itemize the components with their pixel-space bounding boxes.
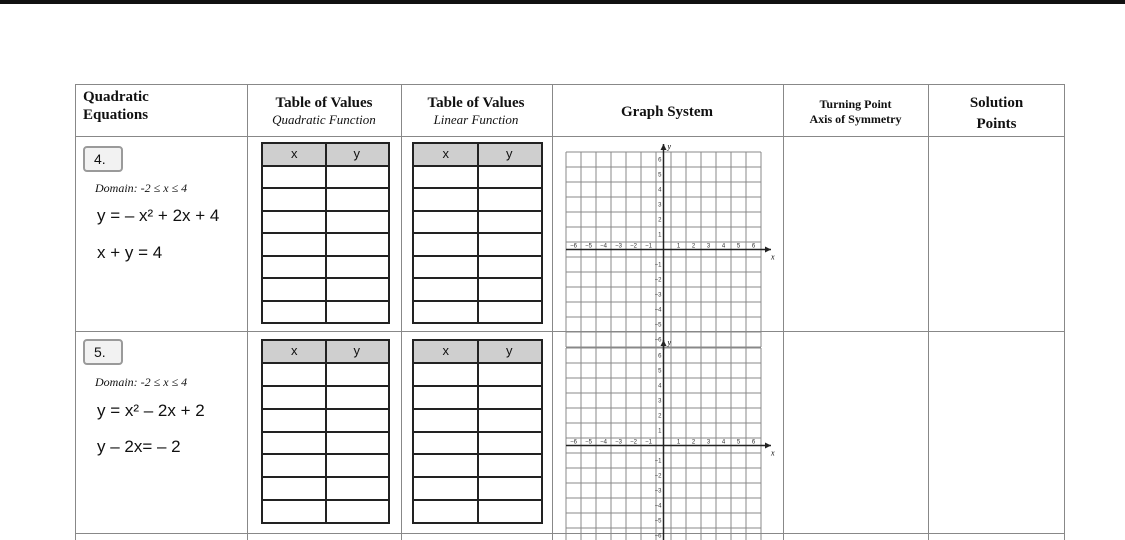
x-tick-label: −3 bbox=[615, 439, 622, 446]
quadratic-equation: y = x² – 2x + 2 bbox=[97, 401, 205, 420]
y-tick-label: 4 bbox=[658, 187, 662, 194]
col-line bbox=[783, 84, 784, 540]
y-tick-label: 4 bbox=[658, 383, 662, 390]
table-row-line bbox=[414, 499, 541, 501]
col-line bbox=[247, 84, 248, 540]
table-row-line bbox=[263, 453, 388, 455]
y-tick-label: 1 bbox=[658, 232, 662, 239]
y-tick-label: 2 bbox=[658, 413, 662, 420]
table-row-line bbox=[414, 476, 541, 478]
x-tick-label: −2 bbox=[630, 439, 637, 446]
y-axis-label: y bbox=[667, 338, 672, 347]
quadratic-values-table: x y bbox=[261, 142, 390, 324]
top-border bbox=[0, 0, 1125, 4]
table-row-line bbox=[414, 408, 541, 410]
header-turning-point: Turning Point Axis of Symmetry bbox=[809, 97, 902, 126]
y-tick-label: −4 bbox=[654, 503, 662, 510]
x-tick-label: 3 bbox=[706, 439, 711, 446]
y-tick-label: 3 bbox=[658, 398, 662, 405]
y-tick-label: 2 bbox=[658, 217, 662, 224]
y-tick-label: −2 bbox=[654, 473, 662, 480]
x-tick-label: 2 bbox=[691, 243, 696, 250]
header-table-quadratic: Table of Values Quadratic Function bbox=[272, 95, 376, 127]
x-tick-label: 3 bbox=[706, 243, 711, 250]
linear-equation: x + y = 4 bbox=[97, 243, 163, 262]
col-line bbox=[928, 84, 929, 540]
x-tick-label: 4 bbox=[721, 439, 726, 446]
y-tick-label: 5 bbox=[658, 172, 662, 179]
linear-equation: y – 2x= – 2 bbox=[97, 437, 181, 456]
y-tick-label: −5 bbox=[654, 322, 662, 329]
header-graph-system: Graph System bbox=[620, 104, 714, 120]
table-row-line bbox=[263, 300, 388, 302]
table-row-line bbox=[414, 431, 541, 433]
y-tick-label: −4 bbox=[654, 307, 662, 314]
table-row-line bbox=[263, 499, 388, 501]
quadratic-equation: y = – x² + 2x + 4 bbox=[97, 206, 220, 225]
table-row-line bbox=[263, 210, 388, 212]
table-row-line bbox=[263, 385, 388, 387]
table-row-line bbox=[414, 385, 541, 387]
linear-values-table: x y bbox=[412, 142, 543, 324]
y-tick-label: −2 bbox=[654, 277, 662, 284]
row-divider-line-bottom bbox=[75, 533, 1065, 534]
table-row-line bbox=[263, 187, 388, 189]
x-tick-label: 6 bbox=[751, 243, 756, 250]
y-axis-arrow bbox=[661, 144, 667, 150]
x-axis-label: x bbox=[771, 252, 775, 262]
quadratic-values-table: x y bbox=[261, 339, 390, 524]
table-row-line bbox=[263, 476, 388, 478]
coordinate-grid bbox=[562, 336, 775, 540]
x-tick-label: −5 bbox=[585, 439, 592, 446]
x-tick-label: −5 bbox=[585, 243, 592, 250]
table-row-line bbox=[263, 277, 388, 279]
x-tick-label: −2 bbox=[630, 243, 637, 250]
y-tick-label: −3 bbox=[654, 292, 662, 299]
y-tick-label: −6 bbox=[654, 533, 662, 540]
x-tick-label: 1 bbox=[676, 439, 681, 446]
header-table-linear: Table of Values Linear Function bbox=[427, 95, 525, 127]
y-tick-label: 3 bbox=[658, 202, 662, 209]
y-tick-label: 1 bbox=[658, 428, 662, 435]
x-tick-label: −6 bbox=[570, 243, 577, 250]
linear-values-table: x y bbox=[412, 339, 543, 524]
y-tick-label: 5 bbox=[658, 368, 662, 375]
table-row-line bbox=[414, 300, 541, 302]
col-line bbox=[401, 84, 402, 540]
y-tick-label: 6 bbox=[658, 157, 662, 164]
header-quadratic-equations: Quadratic Equations bbox=[83, 89, 149, 123]
table-row-line bbox=[263, 255, 388, 257]
x-tick-label: −1 bbox=[645, 243, 652, 250]
problem-number: 5. bbox=[83, 339, 123, 365]
x-tick-label: −1 bbox=[645, 439, 652, 446]
x-tick-label: 5 bbox=[736, 439, 741, 446]
domain-label: Domain: -2 ≤ x ≤ 4 bbox=[95, 181, 188, 195]
y-axis-label: y bbox=[667, 142, 672, 151]
table-row-line bbox=[414, 232, 541, 234]
table-row-line bbox=[414, 255, 541, 257]
x-tick-label: 6 bbox=[751, 439, 756, 446]
y-tick-label: −1 bbox=[654, 458, 662, 465]
y-tick-label: 6 bbox=[658, 353, 662, 360]
x-tick-label: 4 bbox=[721, 243, 726, 250]
table-row-line bbox=[263, 431, 388, 433]
x-tick-label: −4 bbox=[600, 439, 607, 446]
y-axis-arrow bbox=[661, 340, 667, 346]
x-tick-label: 2 bbox=[691, 439, 696, 446]
x-tick-label: −6 bbox=[570, 439, 577, 446]
x-axis-label: x bbox=[771, 448, 775, 458]
table-row-line bbox=[263, 408, 388, 410]
col-line bbox=[75, 84, 76, 540]
y-tick-label: −1 bbox=[654, 262, 662, 269]
y-tick-label: −3 bbox=[654, 488, 662, 495]
x-tick-label: −3 bbox=[615, 243, 622, 250]
table-row-line bbox=[263, 232, 388, 234]
col-line bbox=[552, 84, 553, 540]
header-bottom-line bbox=[75, 136, 1065, 137]
x-tick-label: 1 bbox=[676, 243, 681, 250]
problem-number: 4. bbox=[83, 146, 123, 172]
domain-label: Domain: -2 ≤ x ≤ 4 bbox=[95, 375, 188, 389]
x-tick-label: −4 bbox=[600, 243, 607, 250]
table-row-line bbox=[414, 453, 541, 455]
col-line bbox=[1064, 84, 1065, 540]
table-row-line bbox=[414, 277, 541, 279]
x-tick-label: 5 bbox=[736, 243, 741, 250]
y-tick-label: −5 bbox=[654, 518, 662, 525]
header-solution-points: Solution Points bbox=[969, 95, 1024, 132]
table-top-line bbox=[75, 84, 1065, 85]
y-tick-label: −6 bbox=[654, 337, 662, 344]
coordinate-grid bbox=[562, 140, 775, 344]
table-row-line bbox=[414, 187, 541, 189]
table-row-line bbox=[414, 210, 541, 212]
